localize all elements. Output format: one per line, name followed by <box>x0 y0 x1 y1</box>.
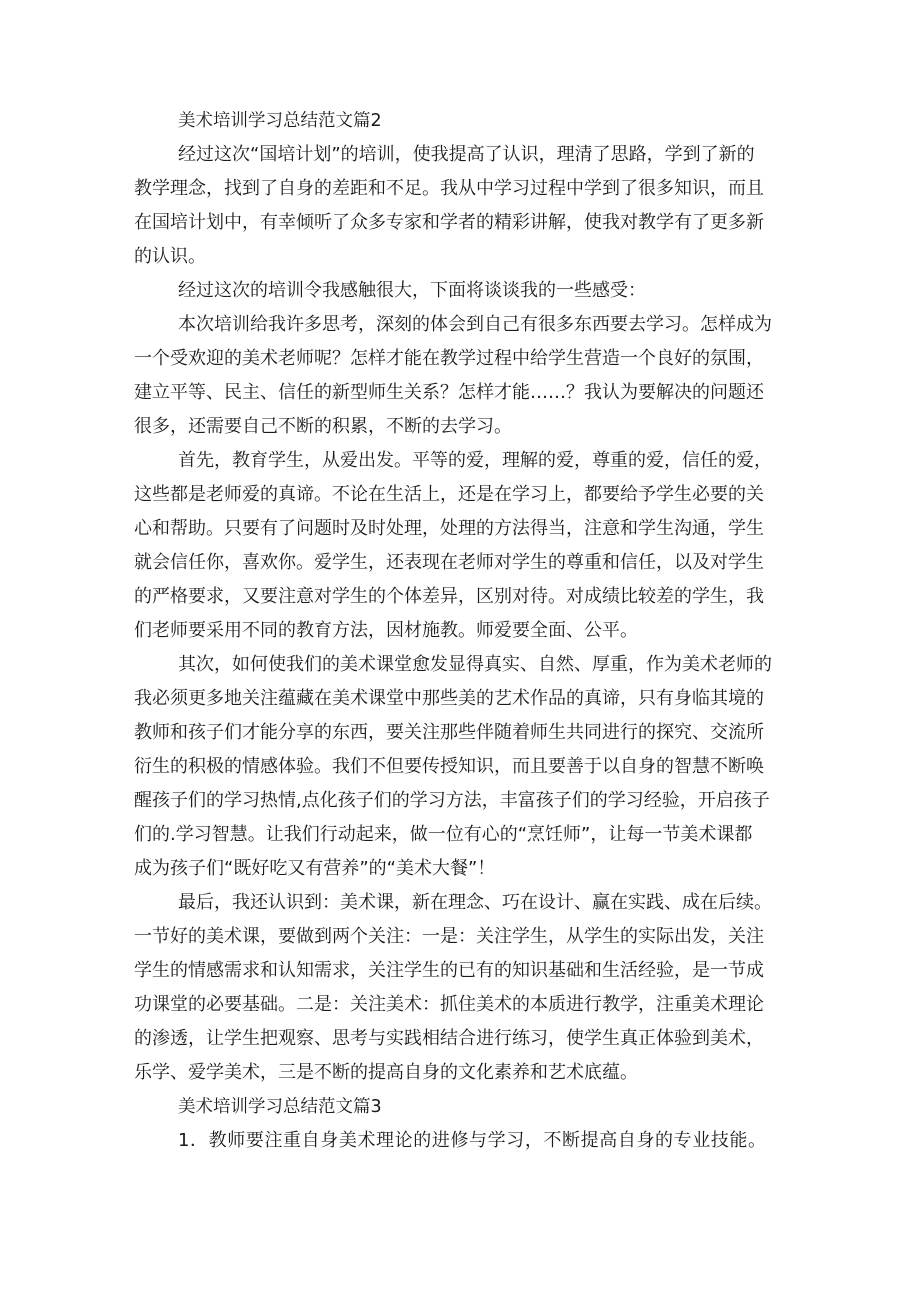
paragraph-line: 的认识。 <box>134 246 206 267</box>
paragraph-line: 教师和孩子们才能分享的东西，要关注那些伴随着师生共同进行的探究、交流所 <box>134 722 764 743</box>
paragraph-line: 心和帮助。只要有了问题时及时处理，处理的方法得当，注意和学生沟通，学生 <box>134 518 764 539</box>
section-heading-2: 美术培训学习总结范文篇2 <box>178 111 382 131</box>
paragraph-line: 成为孩子们“既好吃又有营养”的“美术大餐”！ <box>134 858 496 879</box>
paragraph-line: 就会信任你，喜欢你。爱学生，还表现在老师对学生的尊重和信任，以及对学生 <box>134 552 764 573</box>
paragraph-line: 经过这次的培训令我感触很大，下面将谈谈我的一些感受： <box>178 280 646 301</box>
paragraph-4 <box>134 444 786 648</box>
paragraph-line: 其次，如何使我们的美术课堂愈发显得真实、自然、厚重，作为美术老师的 <box>178 654 772 675</box>
paragraph-line: 我必须更多地关注蕴藏在美术课堂中那些美的艺术作品的真谛，只有身临其境的 <box>134 688 764 709</box>
paragraph-line: 们老师要采用不同的教育方法，因材施教。师爱要全面、公平。 <box>134 620 638 641</box>
paragraph-line: 本次培训给我许多思考，深刻的体会到自己有很多东西要去学习。怎样成为 <box>178 314 772 335</box>
list-item-1: 1．教师要注重自身美术理论的进修与学习，不断提高自身的专业技能。 <box>178 1130 767 1151</box>
paragraph-line: 学生的情感需求和认知需求，关注学生的已有的知识基础和生活经验，是一节成 <box>134 960 764 981</box>
paragraph-line: 一节好的美术课，要做到两个关注：一是：关注学生，从学生的实际出发，关注 <box>134 926 764 947</box>
paragraph-line: 建立平等、民主、信任的新型师生关系？怎样才能……？我认为要解决的问题还 <box>134 382 764 403</box>
paragraph-line: 衍生的积极的情感体验。我们不但要传授知识，而且要善于以自身的智慧不断唤 <box>134 756 764 777</box>
paragraph-1 <box>134 138 786 274</box>
paragraph-line: 乐学、爱学美术，三是不断的提高自身的文化素养和艺术底蕴。 <box>134 1062 638 1083</box>
section-heading-3: 美术培训学习总结范文篇3 <box>178 1097 382 1117</box>
paragraph-line: 在国培计划中，有幸倾听了众多专家和学者的精彩讲解，使我对教学有了更多新 <box>134 212 764 233</box>
paragraph-line: 教学理念，找到了自身的差距和不足。我从中学习过程中学到了很多知识，而且 <box>134 178 764 199</box>
paragraph-line: 醒孩子们的学习热情,点化孩子们的学习方法，丰富孩子们的学习经验，开启孩子 <box>134 790 770 811</box>
paragraph-3 <box>134 308 786 444</box>
paragraph-line: 们的.学习智慧。让我们行动起来，做一位有心的“烹饪师”，让每一节美术课都 <box>134 824 753 845</box>
paragraph-line: 功课堂的必要基础。二是：关注美术：抓住美术的本质进行教学，注重美术理论 <box>134 994 764 1015</box>
paragraph-line: 首先，教育学生，从爱出发。平等的爱，理解的爱，尊重的爱，信任的爱， <box>178 450 772 471</box>
document-body <box>134 104 786 1158</box>
paragraph-line: 的渗透，让学生把观察、思考与实践相结合进行练习，使学生真正体验到美术， <box>134 1028 764 1049</box>
paragraph-line: 最后，我还认识到：美术课，新在理念、巧在设计、赢在实践、成在后续。 <box>178 892 772 913</box>
paragraph-2 <box>134 274 786 308</box>
paragraph-line: 经过这次“国培计划”的培训，使我提高了认识，理清了思路，学到了新的 <box>178 144 755 165</box>
paragraph-line: 一个受欢迎的美术老师呢？怎样才能在教学过程中给学生营造一个良好的氛围， <box>134 348 764 369</box>
paragraph-5 <box>134 648 786 886</box>
paragraph-line: 很多，还需要自己不断的积累，不断的去学习。 <box>134 416 512 437</box>
paragraph-line: 的严格要求，又要注意对学生的个体差异，区别对待。对成绩比较差的学生，我 <box>134 586 764 607</box>
paragraph-line: 这些都是老师爱的真谛。不论在生活上，还是在学习上，都要给予学生必要的关 <box>134 484 764 505</box>
paragraph-6 <box>134 886 786 1090</box>
